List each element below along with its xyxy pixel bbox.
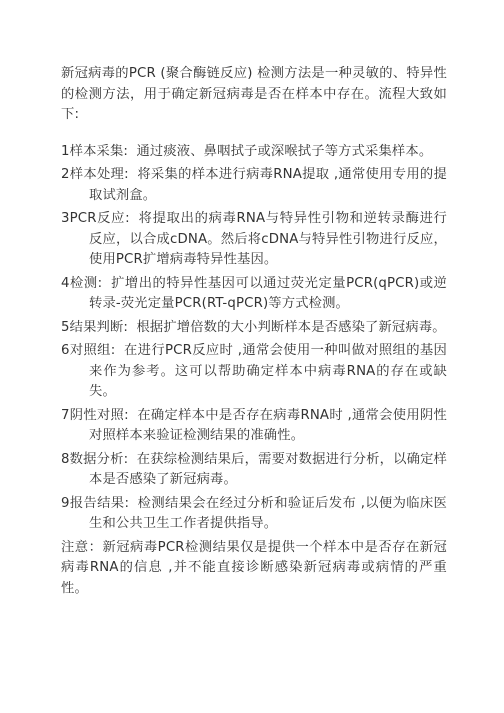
step-item <box>61 494 447 535</box>
note-text: 新冠病毒PCR检测结果仅是提供一个样本中是否存在新冠病毒RNA的信息 ,并不能直接诊断感染新冠病毒或病情的严重性。 <box>61 539 447 596</box>
step-item <box>61 165 447 206</box>
document-body <box>61 64 447 599</box>
step-item <box>61 450 447 491</box>
step-title: 对照组: <box>69 343 116 358</box>
note-label: 注意： <box>61 539 103 555</box>
note-paragraph <box>61 538 447 600</box>
step-title: 样本采集: <box>69 143 129 159</box>
step-title: 样本处理: <box>69 167 129 182</box>
step-number: 8 <box>61 451 70 467</box>
step-title: 检测: <box>69 275 103 291</box>
step-title: PCR反应: <box>69 211 130 226</box>
step-item <box>61 318 447 339</box>
step-number: 2 <box>61 167 70 182</box>
step-description: 根据扩增倍数的大小判断样本是否感染了新冠病毒。 <box>136 319 446 335</box>
step-description: 通过痰液、鼻咽拭子或深喉拭子等方式采集样本。 <box>136 143 433 159</box>
step-number: 5 <box>61 319 70 335</box>
step-item <box>61 274 447 315</box>
step-number: 6 <box>61 343 70 358</box>
step-number: 7 <box>61 407 70 423</box>
step-number: 1 <box>61 143 70 159</box>
step-title: 报告结果: <box>69 495 130 511</box>
step-title: 数据分析: <box>69 451 129 467</box>
step-title: 结果判断: <box>69 319 129 335</box>
step-description: 在进行PCR反应时 ,通常会使用一种叫做对照组的基因来作为参考。这可以帮助确定样本中病毒RNA的存在或缺失。 <box>89 343 447 399</box>
step-description: 检测结果会在经过分析和验证后发布 ,以便为临床医生和公共卫生工作者提供指导。 <box>89 495 447 531</box>
step-item <box>61 341 447 403</box>
step-number: 3 <box>61 211 70 226</box>
procedure-steps <box>61 142 447 535</box>
step-description: 在确定样本中是否存在病毒RNA时 ,通常会使用阴性对照样本来验证检测结果的准确性。 <box>89 407 447 443</box>
step-description: 将采集的样本进行病毒RNA提取 ,通常使用专用的提取试剂盒。 <box>89 167 447 203</box>
step-description: 扩增出的特异性基因可以通过荧光定量PCR(qPCR)或逆转录-荧光定量PCR(RT-qPCR)等方式检测。 <box>89 275 447 311</box>
step-item <box>61 406 447 447</box>
step-number: 4 <box>61 275 70 291</box>
step-description: 将提取出的病毒RNA与特异性引物和逆转录酶进行反应，以合成cDNA。然后将cDNA与特异性引物进行反应，使用PCR扩增病毒特异性基因。 <box>89 211 448 267</box>
step-description: 在获综检测结果后，需要对数据进行分析，以确定样本是否感染了新冠病毒。 <box>89 451 448 487</box>
intro-paragraph: 新冠病毒的PCR (聚合酶链反应) 检测方法是一种灵敏的、特异性的检测方法，用于确定新冠病毒是否在样本中存在。流程大致如下: <box>61 66 447 122</box>
step-item <box>61 209 447 271</box>
step-number: 9 <box>61 495 70 511</box>
step-item <box>61 142 447 163</box>
step-title: 阴性对照: <box>69 407 129 423</box>
